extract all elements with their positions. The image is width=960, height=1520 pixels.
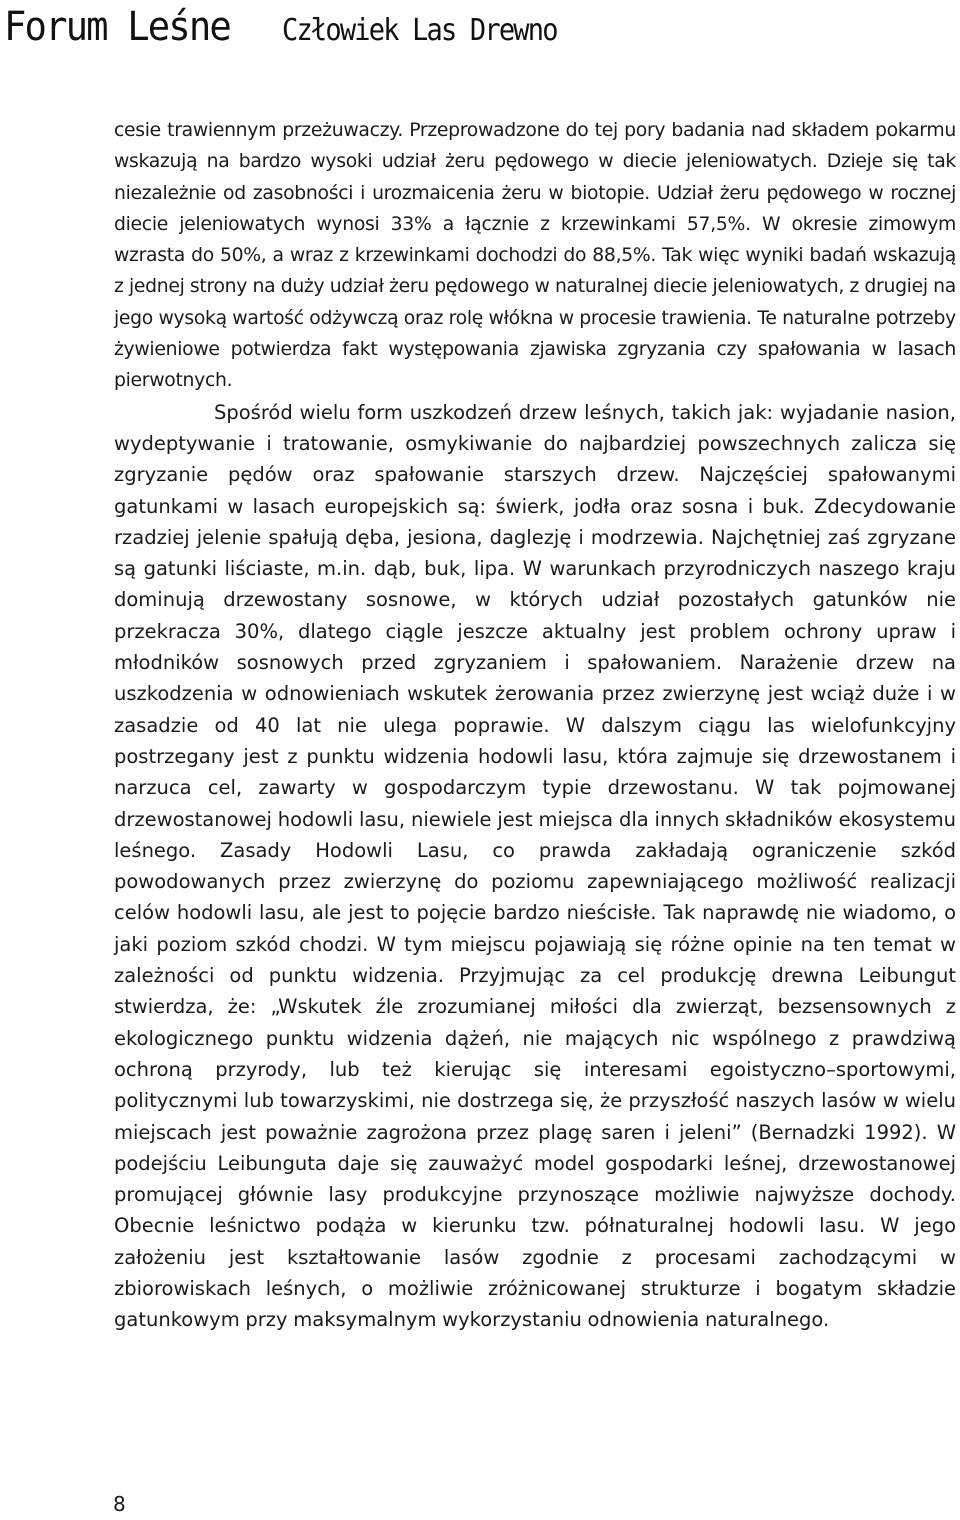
page-number: 8 — [113, 1492, 126, 1516]
article-body — [114, 115, 956, 1336]
paragraph-1: cesie trawiennym przeżuwaczy. Przeprowadzone do tej pory badania nad składem pokarmu wskazują na bardzo wysoki udział żeru pędowego w diecie jeleniowatych. Dzieje się tak niezależnie od zasobności i urozmaicenia żeru w biotopie. Udział żeru pędowego w rocznej diecie jeleniowatych wynosi 33% a łącznie z krzewinkami 57,5%. W okresie zimowym wzrasta do 50%, a wraz z krzewinkami dochodzi do 88,5%. Tak więc wyniki badań wskazują z jednej strony na duży udział żeru pędowego w naturalnej diecie jeleniowatych, z drugiej na jego wysoką wartość odżywczą oraz rolę włókna w procesie trawienia. Te naturalne potrzeby żywieniowe potwierdza fakt występowania zjawiska zgryzania czy spałowania w lasach pierwotnych. — [114, 120, 956, 392]
journal-subtitle: Człowiek Las Drewno — [282, 13, 557, 48]
page-header — [4, 4, 587, 50]
paragraph-2: Spośród wielu form uszkodzeń drzew leśnych, takich jak: wyjadanie nasion, wydeptywanie i tratowanie, osmykiwanie do najbardziej powszechnych zalicza się zgryzanie pędów oraz spałowanie starszych drzew. Najczęściej spałowanymi gatunkami w lasach europejskich są: świerk, jodła oraz sosna i buk. Zdecydowanie rzadziej jelenie spałują dęba, jesiona, daglezję i modrzewia. Najchętniej zaś zgryzane są gatunki liściaste, m.in. dąb, buk, lipa. W warunkach przyrodniczych naszego kraju dominują drzewostany sosnowe, w których udział pozostałych gatunków nie przekracza 30%, dlatego ciągle jeszcze aktualny jest problem ochrony upraw i młodników sosnowych przed zgryzaniem i spałowaniem. Narażenie drzew na uszkodzenia w odnowieniach wskutek żerowania przez zwierzynę jest wciąż duże i w zasadzie od 40 lat nie ulega poprawie. W dalszym ciągu las wielofunkcyjny postrzegany jest z punktu widzenia hodowli lasu, która zajmuje się drzewostanem i narzuca cel, zawarty w gospodarczym typie drzewostanu. W tak pojmowanej drzewostanowej hodowli lasu, niewiele jest miejsca dla innych składników ekosystemu leśnego. Zasady Hodowli Lasu, co prawda zakładają ograniczenie szkód powodowanych przez zwierzynę do poziomu zapewniającego możliwość realizacji celów hodowli lasu, ale jest to pojęcie bardzo nieścisłe. Tak naprawdę nie wiadomo, o jaki poziom szkód chodzi. W tym miejscu pojawiają się różne opinie na ten temat w zależności od punktu widzenia. Przyjmując za cel produkcję drewna Leibungut stwierdza, że: „Wskutek źle zrozumianej miłości dla zwierząt, bezsensownych z ekologicznego punktu widzenia dążeń, nie mających nic wspólnego z prawdziwą ochroną przyrody, lub też kierując się interesami egoistyczno–sportowymi, politycznymi lub towarzyskimi, nie dostrzega się, że przyszłość naszych lasów w wielu miejscach jest poważnie zagrożona przez plagę saren i jeleni” (Bernadzki 1992). W podejściu Leibunguta daje się zauważyć model gospodarki leśnej, drzewostanowej promującej głównie lasy produkcyjne przynoszące możliwie najwyższe dochody. Obecnie leśnictwo podąża w kierunku tzw. półnaturalnej hodowli lasu. W jego założeniu jest kształtowanie lasów zgodnie z procesami zachodzącymi w zbiorowiskach leśnych, o możliwie zróżnicowanej strukturze i bogatym składzie gatunkowym przy maksymalnym wykorzystaniu odnowienia naturalnego. — [114, 400, 956, 1332]
journal-title: Forum Leśne — [4, 4, 230, 50]
